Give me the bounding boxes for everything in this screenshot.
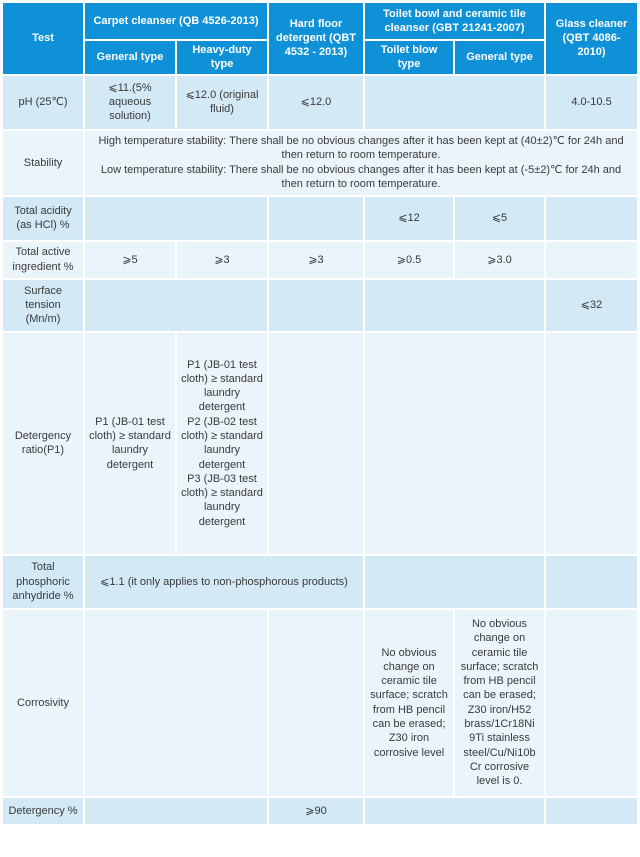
cell-detergency-hard-floor: ⩾90 — [269, 798, 363, 824]
ratio-heavy-p2: P2 (JB-02 test cloth) ≥ standard laundry detergent — [181, 415, 263, 471]
cell-active-glass-empty — [546, 242, 637, 278]
cell-active-hard-floor: ⩾3 — [269, 242, 363, 278]
cell-ratio-hard-floor-empty — [269, 333, 363, 554]
cell-ratio-toilet-empty — [365, 333, 544, 554]
cleanser-standards-table — [1, 1, 639, 826]
cell-acidity-glass-empty — [546, 197, 637, 240]
cell-corrosivity-glass-empty — [546, 610, 637, 796]
cell-active-toilet-general: ⩾3.0 — [455, 242, 544, 278]
stability-low-temp-text: Low temperature stability: There shall be no obvious changes after it has been kept at (-5±2)℃ for 24h and then return to room temperature. — [100, 164, 622, 191]
cell-ph-hard-floor: ⩽12.0 — [269, 76, 363, 129]
row-label-detergency-ratio: Detergency ratio(P1) — [3, 333, 83, 554]
subheader-toilet-general: General type — [455, 41, 544, 74]
cell-surface-glass: ⩽32 — [546, 280, 637, 331]
row-label-phosphoric: Total phosphoric anhydride % — [3, 556, 83, 608]
cell-acidity-toilet-general: ⩽5 — [455, 197, 544, 240]
header-toilet-ceramic-cleanser: Toilet bowl and ceramic tile cleanser (GBT 21241-2007) — [365, 3, 544, 39]
stability-high-temp-text: High temperature stability: There shall be no obvious changes after it has been kept at (40±2)℃ for 24h and then return to room temperature. — [98, 134, 624, 161]
cell-stability-merged — [85, 131, 637, 195]
cell-ph-carpet-heavy: ⩽12.0 (original fluid) — [177, 76, 267, 129]
cell-ph-carpet-general: ⩽11.(5% aqueous solution) — [85, 76, 175, 129]
cell-surface-toilet-empty — [365, 280, 544, 331]
subheader-toilet-blow: Toilet blow type — [365, 41, 453, 74]
cell-surface-hard-floor-empty — [269, 280, 363, 331]
cell-corrosivity-carpet-empty — [85, 610, 267, 796]
ratio-heavy-p3: P3 (JB-03 test cloth) ≥ standard laundry detergent — [181, 472, 263, 528]
cell-ph-glass: 4.0-10.5 — [546, 76, 637, 129]
cell-detergency-glass-empty — [546, 798, 637, 824]
header-carpet-cleanser: Carpet cleanser (QB 4526-2013) — [85, 3, 267, 39]
ratio-heavy-p1: P1 (JB-01 test cloth) ≥ standard laundry detergent — [181, 358, 263, 414]
row-label-stability: Stability — [3, 131, 83, 195]
cell-acidity-carpet-empty — [85, 197, 267, 240]
header-hard-floor-detergent: Hard floor detergent (QBT 4532 - 2013) — [269, 3, 363, 74]
cell-active-carpet-general: ⩾5 — [85, 242, 175, 278]
cell-ph-toilet-empty — [365, 76, 544, 129]
cell-corrosivity-toilet-blow: No obvious change on ceramic tile surface; scratch from HB pencil can be erased; Z30 iron corrosive level — [365, 610, 453, 796]
cell-surface-carpet-empty — [85, 280, 267, 331]
cell-ratio-carpet-general: P1 (JB-01 test cloth) ≥ standard laundry detergent — [85, 333, 175, 554]
cell-detergency-carpet-empty — [85, 798, 267, 824]
cell-corrosivity-toilet-general: No obvious change on ceramic tile surface; scratch from HB pencil can be erased; Z30 iron/H52 brass/1Cr18Ni 9Ti stainless steel/Cu/Ni10b Cr corrosive level is 0. — [455, 610, 544, 796]
header-test: Test — [3, 3, 83, 74]
subheader-carpet-general: General type — [85, 41, 175, 74]
cell-phosphoric-toilet-empty — [365, 556, 544, 608]
row-label-total-active: Total active ingredient % — [3, 242, 83, 278]
cell-detergency-toilet-empty — [365, 798, 544, 824]
cell-corrosivity-hard-floor-empty — [269, 610, 363, 796]
cell-phosphoric-glass-empty — [546, 556, 637, 608]
row-label-corrosivity: Corrosivity — [3, 610, 83, 796]
header-glass-cleaner: Glass cleaner (QBT 4086-2010) — [546, 3, 637, 74]
cell-acidity-hard-floor-empty — [269, 197, 363, 240]
cell-acidity-toilet-blow: ⩽12 — [365, 197, 453, 240]
subheader-carpet-heavy-duty: Heavy-duty type — [177, 41, 267, 74]
cell-ratio-carpet-heavy — [177, 333, 267, 554]
cell-active-carpet-heavy: ⩾3 — [177, 242, 267, 278]
row-label-detergency-percent: Detergency % — [3, 798, 83, 824]
row-label-ph: pH (25℃) — [3, 76, 83, 129]
row-label-surface-tension: Surface tension (Mn/m) — [3, 280, 83, 331]
cell-phosphoric-merged: ⩽1.1 (it only applies to non-phosphorous products) — [85, 556, 363, 608]
row-label-total-acidity: Total acidity (as HCl) % — [3, 197, 83, 240]
cell-ratio-glass-empty — [546, 333, 637, 554]
cell-active-toilet-blow: ⩾0.5 — [365, 242, 453, 278]
